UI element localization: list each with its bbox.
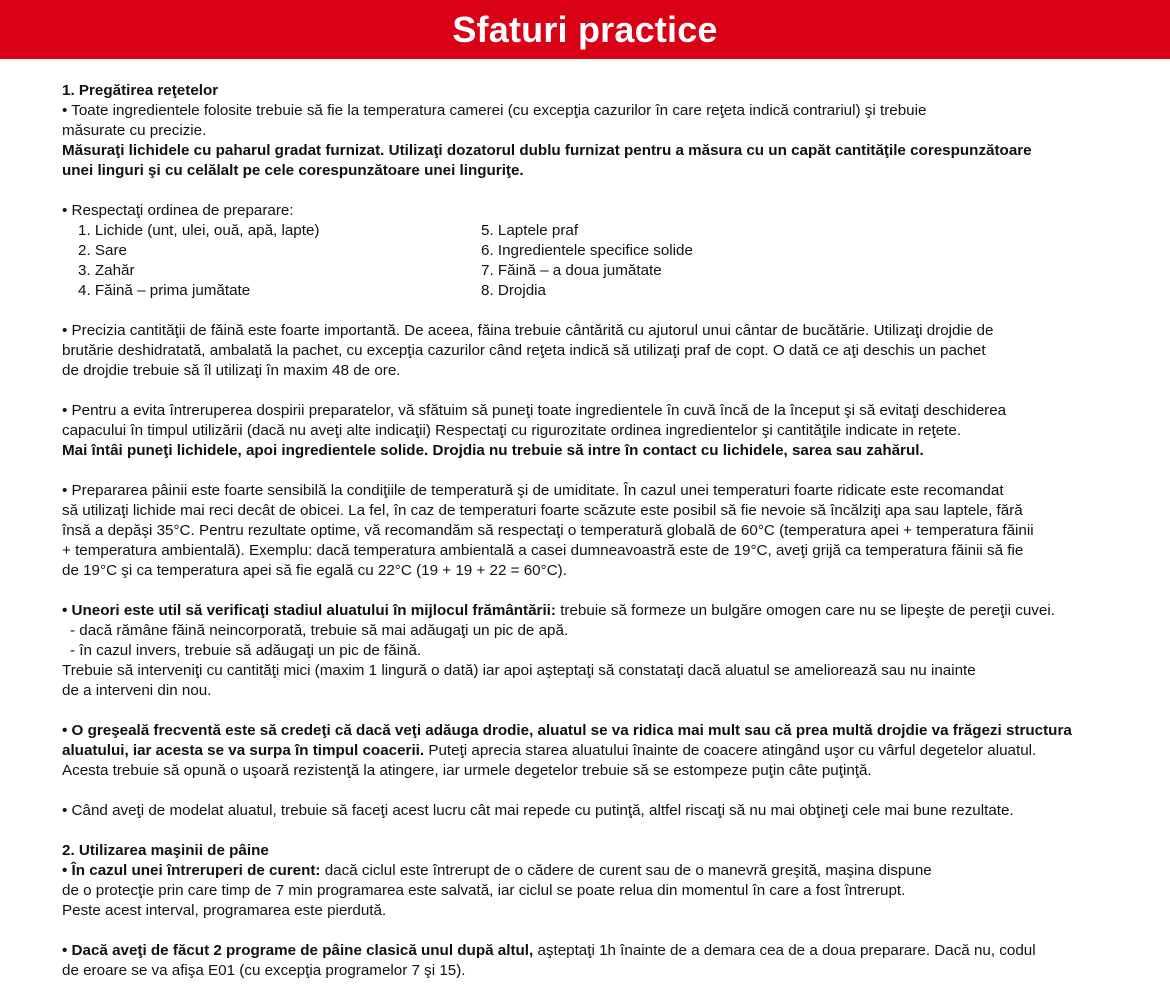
order-list-left: [62, 221, 481, 301]
paragraph: de a interveni din nou.: [62, 682, 212, 699]
paragraph: • Precizia cantităţii de făină este foarte importantă. De aceea, făina trebuie cântărită cu ajutorul unui cântar de bucătărie. Utilizaţi drojdie de: [62, 322, 994, 339]
order-list-right: [481, 221, 1152, 301]
paragraph: Peste acest interval, programarea este pierdută.: [62, 902, 387, 919]
bold-paragraph: • O greşeală frecventă este să credeţi că dacă veţi adăuga drodie, aluatul se va ridica mai mult sau că prea multă drojdie va frăgezi structura: [62, 722, 1072, 739]
list-item: 1. Lichide (unt, ulei, ouă, apă, lapte): [78, 222, 320, 239]
list-item: - dacă rămâne făină neincorporată, trebuie să mai adăugaţi un pic de apă.: [70, 622, 569, 639]
list-item: 5. Laptele praf: [481, 222, 579, 239]
paragraph: • Uneori este util să verificaţi stadiul aluatului în mijlocul frământării: trebuie să formeze un bulgăre omogen care nu se lipeşte de pereţii cuvei.: [62, 602, 1055, 619]
list-item: 6. Ingredientele specifice solide: [481, 242, 693, 259]
paragraph: de o protecţie prin care timp de 7 min programarea este salvată, iar ciclul se poate relua din momentul în care a fost întrerupt.: [62, 882, 906, 899]
bold-paragraph: Măsuraţi lichidele cu paharul gradat furnizat. Utilizaţi dozatorul dublu furnizat pentru a măsura cu un capăt cantităţile corespunzătoare: [62, 142, 1032, 159]
section-2-heading: 2. Utilizarea maşinii de pâine: [62, 842, 269, 859]
paragraph: capacului în timpul utilizării (dacă nu aveţi alte indicaţii) Respectaţi cu rigurozitate ordinea ingredientelor şi cantităţile indicate in reţete.: [62, 422, 962, 439]
paragraph: + temperatura ambientală). Exemplu: dacă temperatura ambientală a casei dumneavoastră este de 19°C, aveţi grijă ca temperatura făinii să fie: [62, 542, 1024, 559]
paragraph: brutărie deshidratată, ambalată la pachet, cu excepţia cazurilor când reţeta indică să utilizaţi praf de copt. O dată ce aţi deschis un pachet: [62, 342, 986, 359]
paragraph: de drojdie trebuie să îl utilizaţi în maxim 48 de ore.: [62, 362, 401, 379]
paragraph: Acesta trebuie să opună o uşoară rezistenţă la atingere, iar urmele degetelor trebuie să se estompeze puţin câte puţinţă.: [62, 762, 872, 779]
section-1-heading: 1. Pregătirea reţetelor: [62, 82, 219, 99]
paragraph: Trebuie să interveniţi cu cantităţi mici (maxim 1 lingură o dată) iar apoi aşteptaţi să constataţi dacă aluatul se ameliorează sau nu inainte: [62, 662, 976, 679]
paragraph: să utilizaţi lichide mai reci decât de obicei. La fel, în caz de temperaturi foarte scăzute este posibil să fie nevoie să încălziţi apa sau laptele, fără: [62, 502, 1023, 519]
bold-paragraph: unei linguri şi cu celălalt pe cele corespunzătoare unei linguriţe.: [62, 162, 524, 179]
list-item: 2. Sare: [78, 242, 127, 259]
order-list: [62, 221, 1152, 301]
title-banner: [0, 0, 1170, 59]
paragraph: • Pentru a evita întreruperea dospirii preparatelor, vă sfătuim să puneţi toate ingredientele în cuvă încă de la început şi să evitaţi deschiderea: [62, 402, 1007, 419]
paragraph: aluatului, iar acesta se va surpa în timpul coacerii. Puteţi aprecia starea aluatului înainte de coacere atingând uşor cu vârful degetelor aluatul.: [62, 742, 1037, 759]
list-item: 3. Zahăr: [78, 262, 135, 279]
paragraph: însă a depăşi 35°C. Pentru rezultate optime, vă recomandăm să respectaţi o temperatură globală de 60°C (temperatura apei + temperatura făinii: [62, 522, 1034, 539]
paragraph: de eroare se va afişa E01 (cu excepţia programelor 7 şi 15).: [62, 962, 466, 979]
list-item: - în cazul invers, trebuie să adăugaţi un pic de făină.: [70, 642, 422, 659]
paragraph: • Când aveţi de modelat aluatul, trebuie să faceţi acest lucru cât mai repede cu putinţă, altfel riscaţi să nu mai obţineţi cele mai bune rezultate.: [62, 802, 1014, 819]
list-item: 4. Făină – prima jumătate: [78, 282, 251, 299]
paragraph: • Toate ingredientele folosite trebuie să fie la temperatura camerei (cu excepţia cazurilor în care reţeta indică contrariul) şi trebuie: [62, 102, 927, 119]
list-item: 8. Drojdia: [481, 282, 546, 299]
page-title: Sfaturi practice: [452, 8, 718, 50]
paragraph: • Prepararea pâinii este foarte sensibilă la condiţiile de temperatură şi de umiditate. În cazul unei temperaturi foarte ridicate este recomandat: [62, 482, 1004, 499]
list-item: 7. Făină – a doua jumătate: [481, 262, 662, 279]
paragraph: • Dacă aveţi de făcut 2 programe de pâine clasică unul după altul, aşteptaţi 1h înainte de a demara cea de a doua preparare. Dacă nu, codul: [62, 942, 1036, 959]
bold-paragraph: Mai întâi puneţi lichidele, apoi ingredientele solide. Drojdia nu trebuie să intre în contact cu lichidele, sarea sau zahărul.: [62, 442, 924, 459]
order-title: • Respectaţi ordinea de preparare:: [62, 202, 294, 219]
paragraph: măsurate cu precizie.: [62, 122, 207, 139]
paragraph: de 19°C şi ca temperatura apei să fie egală cu 22°C (19 + 19 + 22 = 60°C).: [62, 562, 567, 579]
paragraph: • În cazul unei întreruperi de curent: dacă ciclul este întrerupt de o cădere de curent sau de o manevră greşită, maşina dispune: [62, 862, 932, 879]
document-body: [62, 81, 1152, 981]
